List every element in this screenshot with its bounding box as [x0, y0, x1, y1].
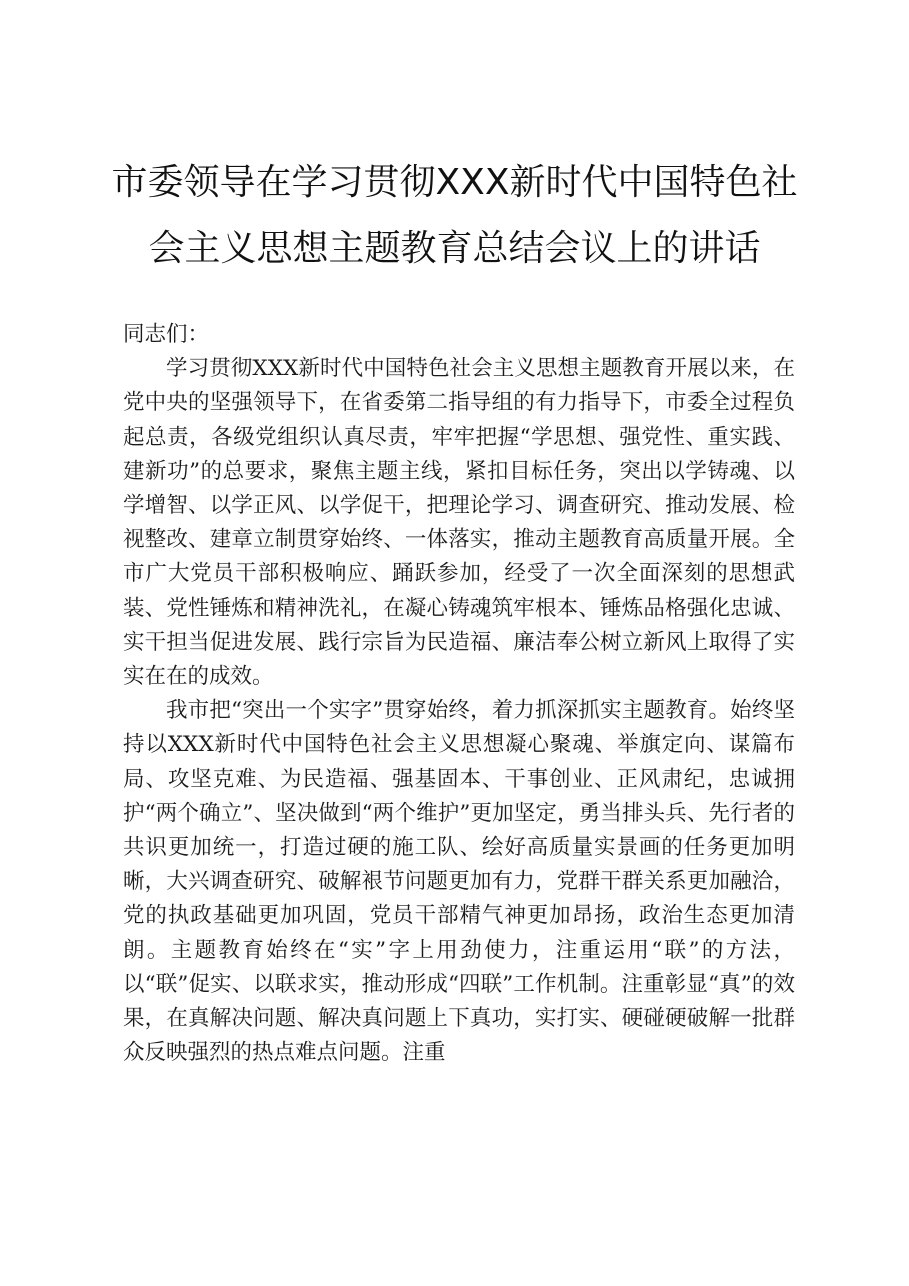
document-title — [100, 150, 809, 282]
document-body — [123, 318, 795, 1070]
title-line-1: 市委领导在学习贯彻XXX新时代中国特色社 — [111, 162, 798, 203]
paragraph-2: 我市把“突出一个实字”贯穿始终，着力抓深抓实主题教育。始终坚持以XXX新时代中国特色社会主义思想凝心聚魂、举旗定向、谋篇布局、攻坚克难、为民造福、强基固本、干事创业、正风肃纪，忠诚拥护“两个确立”、坚决做到“两个维护”更加坚定，勇当排头兵、先行者的共识更加统一，打造过硬的施工队、绘好高质量实景画的任务更加明晰，大兴调查研究、破解裉节问题更加有力，党群干群关系更加融洽，党的执政基础更加巩固，党员干部精气神更加昂扬，政治生态更加清朗。主题教育始终在“实”字上用劲使力，注重运用“联”的方法，以“联”促实、以联求实，推动形成“四联”工作机制。注重彰显“真”的效果，在真解决问题、解决真问题上下真功，实打实、硬碰硬破解一批群众反映强烈的热点难点问题。注重 — [123, 698, 795, 1066]
salutation: 同志们： — [123, 322, 210, 347]
paragraph-1: 学习贯彻XXX新时代中国特色社会主义思想主题教育开展以来，在党中央的坚强领导下，在省委第二指导组的有力指导下，市委全过程负起总责，各级党组织认真尽责，牢牢把握“学思想、强党性、重实践、建新功”的总要求，聚焦主题主线，紧扣目标任务，突出以学铸魂、以学增智、以学正风、以学促干，把理论学习、调查研究、推动发展、检视整改、建章立制贯穿始终、一体落实，推动主题教育高质量开展。全市广大党员干部积极响应、踊跃参加，经受了一次全面深刻的思想武装、党性锤炼和精神洗礼，在凝心铸魂筑牢根本、锤炼品格强化忠诚、实干担当促进发展、践行宗旨为民造福、廉洁奉公树立新风上取得了实实在在的成效。 — [123, 356, 795, 690]
title-line-2: 会主义思想主题教育总结会议上的讲话 — [148, 228, 761, 269]
